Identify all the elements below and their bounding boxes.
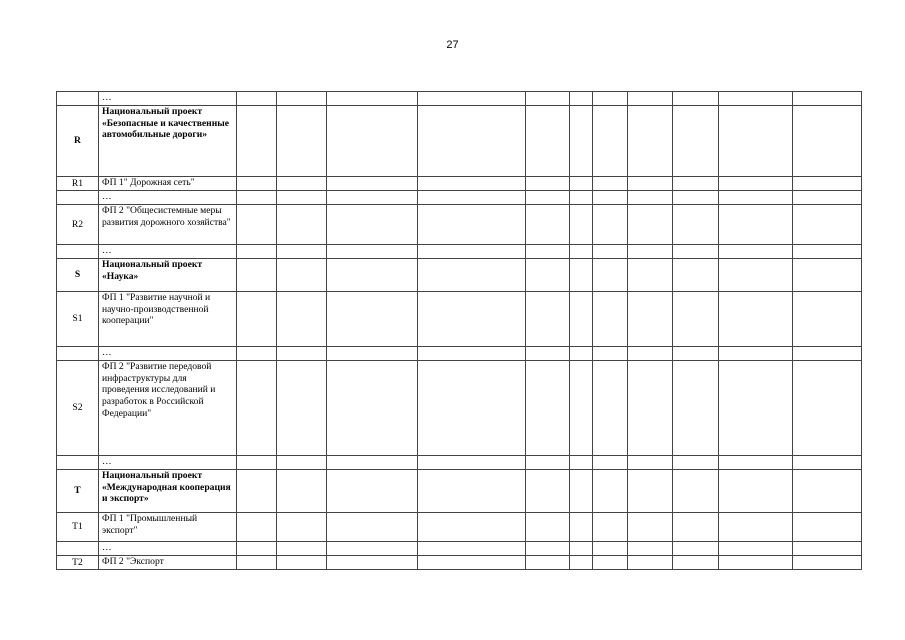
- empty-cell: [593, 106, 628, 177]
- empty-cell: [277, 292, 327, 347]
- empty-cell: [673, 292, 719, 347]
- empty-cell: [327, 245, 418, 259]
- empty-cell: [628, 191, 673, 205]
- empty-cell: [570, 292, 593, 347]
- empty-cell: [593, 361, 628, 456]
- empty-cell: [628, 513, 673, 542]
- empty-cell: [719, 556, 793, 570]
- table-row: [57, 106, 862, 177]
- table-row: [57, 191, 862, 205]
- row-name: ФП 2 "Общесистемные меры развития дорожного хозяйства": [99, 205, 237, 245]
- empty-cell: [673, 470, 719, 513]
- empty-cell: [628, 92, 673, 106]
- empty-cell: [628, 205, 673, 245]
- empty-cell: [673, 177, 719, 191]
- row-name: …: [99, 456, 237, 470]
- empty-cell: [526, 347, 570, 361]
- empty-cell: [628, 292, 673, 347]
- row-name: …: [99, 347, 237, 361]
- row-code: [57, 456, 99, 470]
- empty-cell: [628, 556, 673, 570]
- empty-cell: [277, 456, 327, 470]
- empty-cell: [237, 556, 277, 570]
- empty-cell: [628, 245, 673, 259]
- empty-cell: [793, 292, 862, 347]
- empty-cell: [277, 347, 327, 361]
- row-code: T2: [57, 556, 99, 570]
- empty-cell: [593, 245, 628, 259]
- empty-cell: [237, 245, 277, 259]
- empty-cell: [277, 513, 327, 542]
- empty-cell: [418, 361, 526, 456]
- empty-cell: [570, 556, 593, 570]
- table-row: [57, 347, 862, 361]
- empty-cell: [719, 205, 793, 245]
- empty-cell: [719, 92, 793, 106]
- empty-cell: [628, 361, 673, 456]
- empty-cell: [719, 470, 793, 513]
- empty-cell: [593, 92, 628, 106]
- empty-cell: [628, 259, 673, 292]
- empty-cell: [418, 92, 526, 106]
- table-row: [57, 92, 862, 106]
- empty-cell: [719, 292, 793, 347]
- row-name: …: [99, 92, 237, 106]
- empty-cell: [793, 361, 862, 456]
- row-code: S: [57, 259, 99, 292]
- empty-cell: [673, 205, 719, 245]
- empty-cell: [418, 245, 526, 259]
- empty-cell: [719, 259, 793, 292]
- empty-cell: [327, 347, 418, 361]
- row-name: ФП 1 "Промышленный экспорт": [99, 513, 237, 542]
- row-name: ФП 2 "Экспорт: [99, 556, 237, 570]
- empty-cell: [719, 542, 793, 556]
- row-code: [57, 92, 99, 106]
- row-code: S1: [57, 292, 99, 347]
- row-code: [57, 542, 99, 556]
- empty-cell: [593, 470, 628, 513]
- empty-cell: [327, 92, 418, 106]
- empty-cell: [418, 470, 526, 513]
- empty-cell: [237, 542, 277, 556]
- table-row: [57, 205, 862, 245]
- empty-cell: [327, 292, 418, 347]
- table-row: [57, 292, 862, 347]
- empty-cell: [327, 542, 418, 556]
- table-row: [57, 177, 862, 191]
- table-row: [57, 361, 862, 456]
- empty-cell: [526, 470, 570, 513]
- empty-cell: [673, 556, 719, 570]
- empty-cell: [327, 470, 418, 513]
- empty-cell: [673, 245, 719, 259]
- row-code: [57, 347, 99, 361]
- empty-cell: [793, 92, 862, 106]
- row-name: …: [99, 542, 237, 556]
- empty-cell: [237, 347, 277, 361]
- row-code: R: [57, 106, 99, 177]
- empty-cell: [526, 361, 570, 456]
- empty-cell: [570, 92, 593, 106]
- empty-cell: [526, 92, 570, 106]
- empty-cell: [673, 347, 719, 361]
- table-row: [57, 542, 862, 556]
- empty-cell: [237, 92, 277, 106]
- empty-cell: [593, 292, 628, 347]
- empty-cell: [793, 177, 862, 191]
- empty-cell: [327, 259, 418, 292]
- empty-cell: [418, 191, 526, 205]
- document-table: [56, 91, 862, 570]
- empty-cell: [237, 361, 277, 456]
- empty-cell: [719, 456, 793, 470]
- empty-cell: [418, 106, 526, 177]
- empty-cell: [719, 106, 793, 177]
- empty-cell: [418, 456, 526, 470]
- empty-cell: [593, 177, 628, 191]
- empty-cell: [793, 456, 862, 470]
- empty-cell: [237, 456, 277, 470]
- empty-cell: [793, 106, 862, 177]
- row-code: [57, 245, 99, 259]
- empty-cell: [793, 259, 862, 292]
- empty-cell: [327, 361, 418, 456]
- empty-cell: [237, 259, 277, 292]
- empty-cell: [277, 106, 327, 177]
- empty-cell: [793, 191, 862, 205]
- empty-cell: [628, 470, 673, 513]
- row-name: Национальный проект «Безопасные и качественные автомобильные дороги»: [99, 106, 237, 177]
- empty-cell: [327, 177, 418, 191]
- empty-cell: [570, 106, 593, 177]
- table-row: [57, 259, 862, 292]
- empty-cell: [593, 347, 628, 361]
- row-name: …: [99, 191, 237, 205]
- empty-cell: [526, 259, 570, 292]
- empty-cell: [570, 456, 593, 470]
- empty-cell: [237, 191, 277, 205]
- empty-cell: [526, 191, 570, 205]
- empty-cell: [277, 542, 327, 556]
- empty-cell: [570, 205, 593, 245]
- empty-cell: [526, 106, 570, 177]
- empty-cell: [673, 361, 719, 456]
- empty-cell: [793, 205, 862, 245]
- empty-cell: [277, 177, 327, 191]
- table-row: [57, 513, 862, 542]
- empty-cell: [418, 542, 526, 556]
- empty-cell: [418, 347, 526, 361]
- empty-cell: [526, 205, 570, 245]
- empty-cell: [673, 191, 719, 205]
- empty-cell: [570, 245, 593, 259]
- empty-cell: [526, 292, 570, 347]
- empty-cell: [793, 513, 862, 542]
- empty-cell: [570, 513, 593, 542]
- empty-cell: [277, 191, 327, 205]
- empty-cell: [673, 92, 719, 106]
- empty-cell: [526, 245, 570, 259]
- page-number: 27: [446, 39, 459, 51]
- table-row: [57, 470, 862, 513]
- empty-cell: [673, 259, 719, 292]
- row-code: R1: [57, 177, 99, 191]
- table-row: [57, 556, 862, 570]
- empty-cell: [526, 513, 570, 542]
- row-name: Национальный проект «Наука»: [99, 259, 237, 292]
- table-row: [57, 456, 862, 470]
- empty-cell: [237, 292, 277, 347]
- empty-cell: [719, 361, 793, 456]
- empty-cell: [418, 292, 526, 347]
- empty-cell: [418, 513, 526, 542]
- empty-cell: [277, 92, 327, 106]
- empty-cell: [793, 470, 862, 513]
- row-code: T: [57, 470, 99, 513]
- row-name: …: [99, 245, 237, 259]
- empty-cell: [327, 205, 418, 245]
- empty-cell: [418, 556, 526, 570]
- empty-cell: [793, 245, 862, 259]
- empty-cell: [593, 259, 628, 292]
- empty-cell: [418, 259, 526, 292]
- empty-cell: [793, 542, 862, 556]
- empty-cell: [327, 191, 418, 205]
- empty-cell: [793, 556, 862, 570]
- empty-cell: [277, 259, 327, 292]
- empty-cell: [327, 106, 418, 177]
- empty-cell: [237, 470, 277, 513]
- empty-cell: [719, 245, 793, 259]
- row-code: R2: [57, 205, 99, 245]
- empty-cell: [418, 205, 526, 245]
- empty-cell: [719, 347, 793, 361]
- empty-cell: [570, 470, 593, 513]
- empty-cell: [237, 513, 277, 542]
- empty-cell: [570, 542, 593, 556]
- row-code: T1: [57, 513, 99, 542]
- row-name: ФП 1" Дорожная сеть": [99, 177, 237, 191]
- row-name: ФП 1 "Развитие научной и научно-производственной кооперации": [99, 292, 237, 347]
- empty-cell: [526, 542, 570, 556]
- empty-cell: [593, 513, 628, 542]
- empty-cell: [570, 347, 593, 361]
- empty-cell: [719, 513, 793, 542]
- empty-cell: [628, 177, 673, 191]
- empty-cell: [237, 106, 277, 177]
- empty-cell: [277, 245, 327, 259]
- row-name: ФП 2 "Развитие передовой инфраструктуры для проведения исследований и разработок в Российской Федерации": [99, 361, 237, 456]
- empty-cell: [593, 456, 628, 470]
- empty-cell: [793, 347, 862, 361]
- table-row: [57, 245, 862, 259]
- empty-cell: [277, 556, 327, 570]
- empty-cell: [237, 177, 277, 191]
- empty-cell: [673, 456, 719, 470]
- empty-cell: [593, 542, 628, 556]
- empty-cell: [277, 205, 327, 245]
- empty-cell: [628, 347, 673, 361]
- empty-cell: [570, 177, 593, 191]
- row-name: Национальный проект «Международная кооперация и экспорт»: [99, 470, 237, 513]
- empty-cell: [719, 177, 793, 191]
- empty-cell: [570, 191, 593, 205]
- empty-cell: [628, 106, 673, 177]
- empty-cell: [526, 556, 570, 570]
- empty-cell: [593, 205, 628, 245]
- empty-cell: [570, 361, 593, 456]
- empty-cell: [327, 513, 418, 542]
- row-code: S2: [57, 361, 99, 456]
- empty-cell: [673, 542, 719, 556]
- empty-cell: [719, 191, 793, 205]
- empty-cell: [593, 191, 628, 205]
- empty-cell: [327, 556, 418, 570]
- empty-cell: [526, 456, 570, 470]
- empty-cell: [628, 542, 673, 556]
- empty-cell: [277, 361, 327, 456]
- empty-cell: [327, 456, 418, 470]
- empty-cell: [593, 556, 628, 570]
- empty-cell: [673, 106, 719, 177]
- row-code: [57, 191, 99, 205]
- empty-cell: [277, 470, 327, 513]
- empty-cell: [418, 177, 526, 191]
- empty-cell: [237, 205, 277, 245]
- empty-cell: [673, 513, 719, 542]
- empty-cell: [526, 177, 570, 191]
- empty-cell: [570, 259, 593, 292]
- empty-cell: [628, 456, 673, 470]
